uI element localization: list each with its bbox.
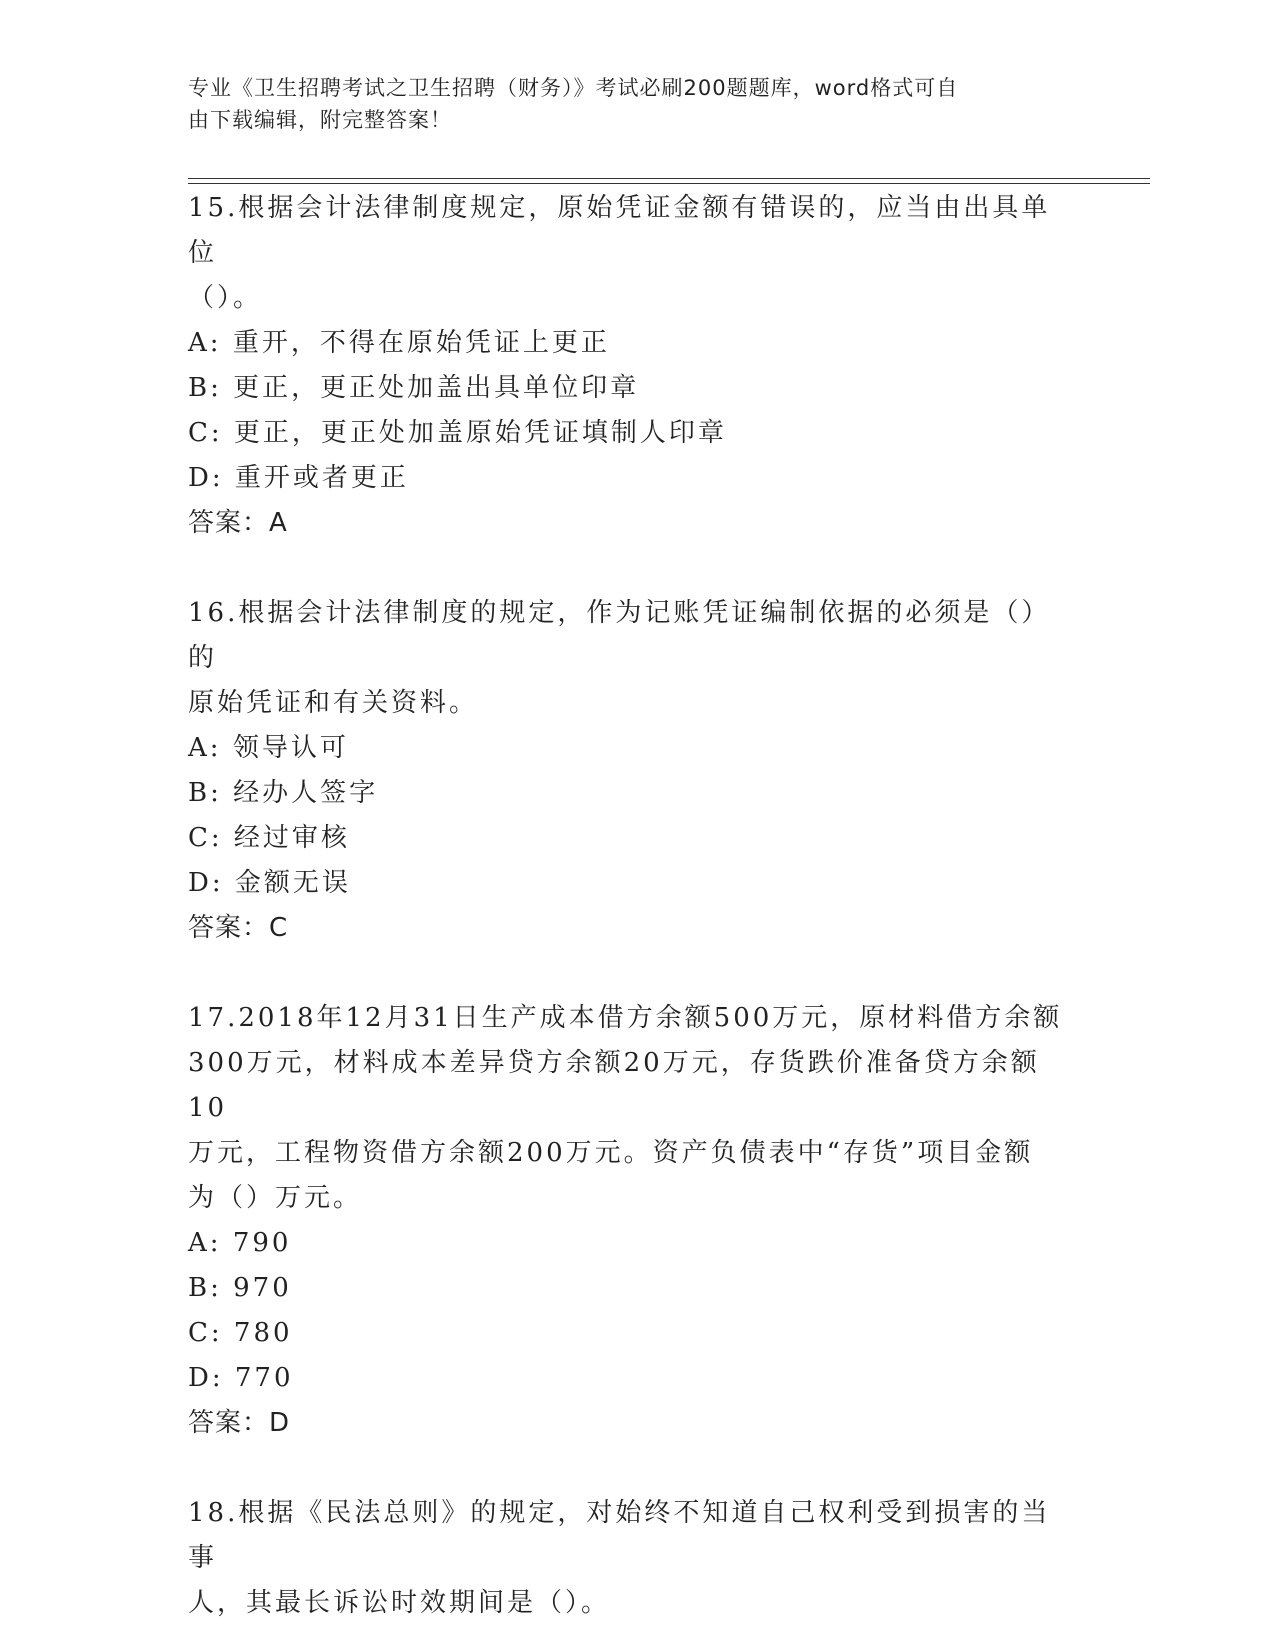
question-stem-line: 原始凭证和有关资料。 [188, 688, 479, 718]
question-16 [188, 591, 1068, 951]
option-c: C: 经过审核 [188, 823, 350, 853]
question-stem-line: 15.根据会计法律制度规定，原始凭证金额有错误的，应当由出具单位 [188, 193, 1051, 268]
header-divider-bottom [188, 183, 1150, 184]
option-a: A: 领导认可 [188, 733, 349, 763]
answer: 答案：D [188, 1408, 291, 1438]
option-d: D: 重开或者更正 [188, 463, 409, 493]
spacer [188, 546, 1068, 591]
question-18 [188, 1491, 1068, 1626]
question-stem-line: 16.根据会计法律制度的规定，作为记账凭证编制依据的必须是（）的 [188, 598, 1051, 673]
question-stem-line: （）。 [188, 283, 263, 313]
option-c: C: 更正，更正处加盖原始凭证填制人印章 [188, 418, 727, 448]
question-stem-line: 300万元，材料成本差异贷方余额20万元，存货跌价准备贷方余额10 [188, 1048, 1040, 1123]
option-d: D: 770 [188, 1363, 294, 1393]
question-17 [188, 996, 1068, 1446]
question-stem-line: 人，其最长诉讼时效期间是（）。 [188, 1588, 611, 1618]
option-b: B: 970 [188, 1273, 292, 1303]
question-stem-line: 17.2018年12月31日生产成本借方余额500万元，原材料借方余额 [188, 1003, 1063, 1033]
option-b: B: 经办人签字 [188, 778, 379, 808]
header-line-1: 专业《卫生招聘考试之卫生招聘（财务）》考试必刷200题题库，word格式可自 [188, 76, 959, 100]
question-stem-line: 万元，工程物资借方余额200万元。资产负债表中“存货”项目金额 [188, 1138, 1034, 1168]
document-header [188, 72, 1068, 136]
option-b: B: 更正，更正处加盖出具单位印章 [188, 373, 640, 403]
option-a: A: 重开，不得在原始凭证上更正 [188, 328, 610, 358]
question-stem-line: 为（）万元。 [188, 1183, 363, 1213]
question-15 [188, 186, 1068, 546]
header-divider-top [188, 178, 1150, 179]
option-d: D: 金额无误 [188, 868, 351, 898]
option-c: C: 780 [188, 1318, 293, 1348]
answer: 答案：C [188, 913, 289, 943]
question-list [188, 186, 1068, 1626]
answer: 答案：A [188, 508, 288, 538]
question-stem-line: 18.根据《民法总则》的规定，对始终不知道自己权利受到损害的当事 [188, 1498, 1051, 1573]
option-a: A: 790 [188, 1228, 292, 1258]
spacer [188, 1446, 1068, 1491]
spacer [188, 951, 1068, 996]
header-line-2: 由下载编辑，附完整答案！ [188, 108, 452, 132]
